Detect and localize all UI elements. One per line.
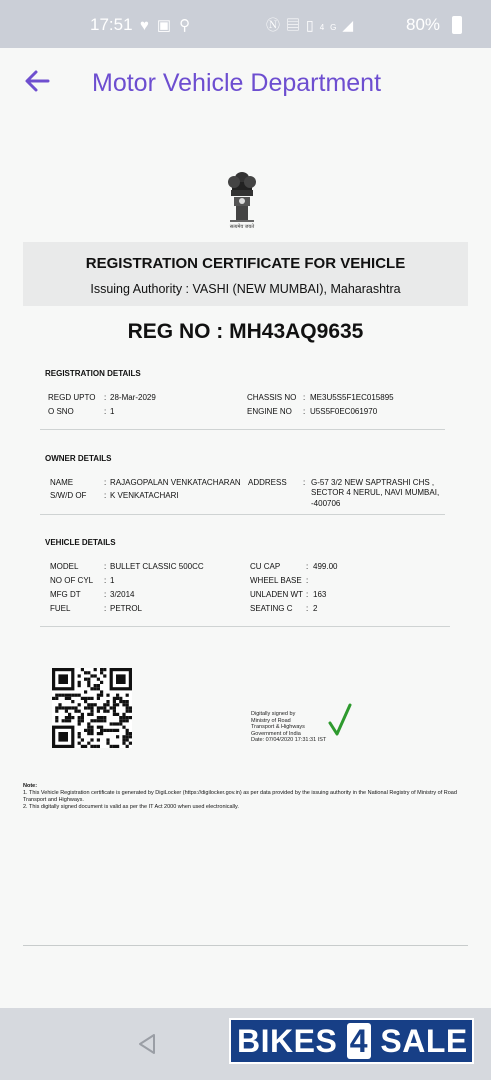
status-left-icons <box>140 16 198 34</box>
address-label: ADDRESS <box>248 478 287 487</box>
seating-row: SEATING C : 2 <box>250 604 318 613</box>
unladen-value: 163 <box>313 590 327 599</box>
heart-icon: ♥ <box>140 17 157 34</box>
back-arrow-icon[interactable] <box>22 66 52 98</box>
o-sno-value: 1 <box>110 407 115 416</box>
engine-row: ENGINE NO : U5S5F0EC061970 <box>247 407 378 416</box>
mfg-label: MFG DT <box>50 590 81 599</box>
mfg-row: MFG DT : 3/2014 <box>50 590 135 599</box>
o-sno-label: O SNO <box>48 407 74 416</box>
model-value: BULLET CLASSIC 500CC <box>110 562 204 571</box>
status-right-icons <box>266 15 359 35</box>
address-line3: -400706 <box>311 499 341 508</box>
wheel-base-label: WHEEL BASE <box>250 576 302 585</box>
seating-label: SEATING C <box>250 604 293 613</box>
vibrate-icon: ▯ <box>306 17 320 33</box>
signature-line: Ministry of Road <box>251 717 291 724</box>
battery-icon <box>452 16 462 34</box>
unladen-row: UNLADEN WT : 163 <box>250 590 327 599</box>
address-line1: G-57 3/2 NEW SAPTRASHI CHS , <box>311 478 435 487</box>
volte-icon: ▤ <box>286 17 306 33</box>
signature-line: Transport & Highways <box>251 724 305 730</box>
swd-label: S/W/D OF <box>50 491 87 500</box>
digital-signature <box>251 711 326 744</box>
model-label: MODEL <box>50 562 79 571</box>
regd-upto-row: REGD UPTO : 28-Mar-2029 <box>48 393 156 402</box>
cu-cap-row: CU CAP : 499.00 <box>250 562 338 571</box>
cyl-row: NO OF CYL : 1 <box>50 576 115 585</box>
wheel-base-row: WHEEL BASE : <box>250 576 309 585</box>
registration-details-heading: REGISTRATION DETAILS <box>45 369 141 378</box>
engine-label: ENGINE NO <box>247 407 292 416</box>
model-row: MODEL : BULLET CLASSIC 500CC <box>50 562 204 571</box>
bikes4sale-watermark <box>229 1018 474 1064</box>
regd-upto-value: 28-Mar-2029 <box>110 393 156 402</box>
notes-title: Note: <box>23 783 38 789</box>
chassis-value: ME3U5S5F1EC015895 <box>310 393 394 402</box>
o-sno-row: O SNO : 1 <box>48 407 115 416</box>
regd-upto-label: REGD UPTO <box>48 393 96 402</box>
qr-code <box>52 661 132 755</box>
status-bar <box>0 0 491 48</box>
cu-cap-label: CU CAP <box>250 562 281 571</box>
section-divider <box>40 514 445 515</box>
swd-row: S/W/D OF : K VENKATACHARI <box>50 491 179 500</box>
registration-number: REG NO : MH43AQ9635 <box>127 320 364 343</box>
status-time: 17:51 <box>90 15 133 34</box>
mobile-data-icon: 4G <box>319 23 343 32</box>
watermark-logo: BIKES 4 SALE <box>237 1023 468 1059</box>
address-row: ADDRESS : G-57 3/2 NEW SAPTRASHI CHS , <box>248 478 435 487</box>
nav-back-icon[interactable] <box>136 1032 158 1056</box>
note-item: 1. This Vehicle Registration certificate is generated by DigiLocker (https://digilocker.gov.in) as per data provided by the issuing authority in the National Registry of Ministry of Road Transport and Highways. <box>23 790 457 803</box>
section-divider <box>40 429 445 430</box>
fuel-row: FUEL : PETROL <box>50 604 143 613</box>
image-icon: ▣ <box>156 17 180 34</box>
bottom-divider <box>23 945 468 946</box>
engine-value: U5S5F0EC061970 <box>310 407 378 416</box>
chassis-label: CHASSIS NO <box>247 393 297 402</box>
seating-value: 2 <box>313 604 318 613</box>
address-line2: SECTOR 4 NERUL, NAVI MUMBAI, <box>311 488 440 497</box>
section-divider <box>40 626 450 627</box>
signal-icon: ◢ <box>342 17 360 33</box>
cyl-value: 1 <box>110 576 115 585</box>
location-pin-icon: ⚲ <box>179 17 199 34</box>
note-item: 2. This digitally signed document is valid as per the IT Act 2000 when used electronically. <box>23 804 239 810</box>
emblem-caption: सत्यमेव जयते <box>229 224 255 230</box>
certificate-header <box>23 242 468 306</box>
owner-name-row: NAME : RAJAGOPALAN VENKATACHARAN <box>50 478 241 487</box>
fuel-value: PETROL <box>110 604 143 613</box>
swd-value: K VENKATACHARI <box>110 491 179 500</box>
national-emblem-icon <box>222 168 262 232</box>
fuel-label: FUEL <box>50 604 71 613</box>
signature-date: Date: 07/04/2020 17:31:31 IST <box>251 737 327 743</box>
owner-name-value: RAJAGOPALAN VENKATACHARAN <box>110 478 241 487</box>
page-title: Motor Vehicle Department <box>92 69 382 97</box>
certificate-title: REGISTRATION CERTIFICATE FOR VEHICLE <box>85 255 406 272</box>
nfc-icon: Ⓝ <box>266 17 286 33</box>
issuing-authority: Issuing Authority : VASHI (NEW MUMBAI), Maharashtra <box>90 282 401 296</box>
app-bar <box>0 48 491 120</box>
cyl-label: NO OF CYL <box>50 576 94 585</box>
owner-name-label: NAME <box>50 478 74 487</box>
unladen-label: UNLADEN WT <box>250 590 303 599</box>
checkmark-icon <box>328 703 352 737</box>
mfg-value: 3/2014 <box>110 590 135 599</box>
signature-line: Digitally signed by <box>251 711 296 717</box>
vehicle-details-heading: VEHICLE DETAILS <box>45 538 116 547</box>
certificate-notes <box>23 783 473 811</box>
signature-line: Government of India <box>251 730 301 737</box>
chassis-row: CHASSIS NO : ME3U5S5F1EC015895 <box>247 393 394 402</box>
owner-details-heading: OWNER DETAILS <box>45 454 112 463</box>
cu-cap-value: 499.00 <box>313 562 338 571</box>
battery-percent: 80% <box>406 15 441 34</box>
